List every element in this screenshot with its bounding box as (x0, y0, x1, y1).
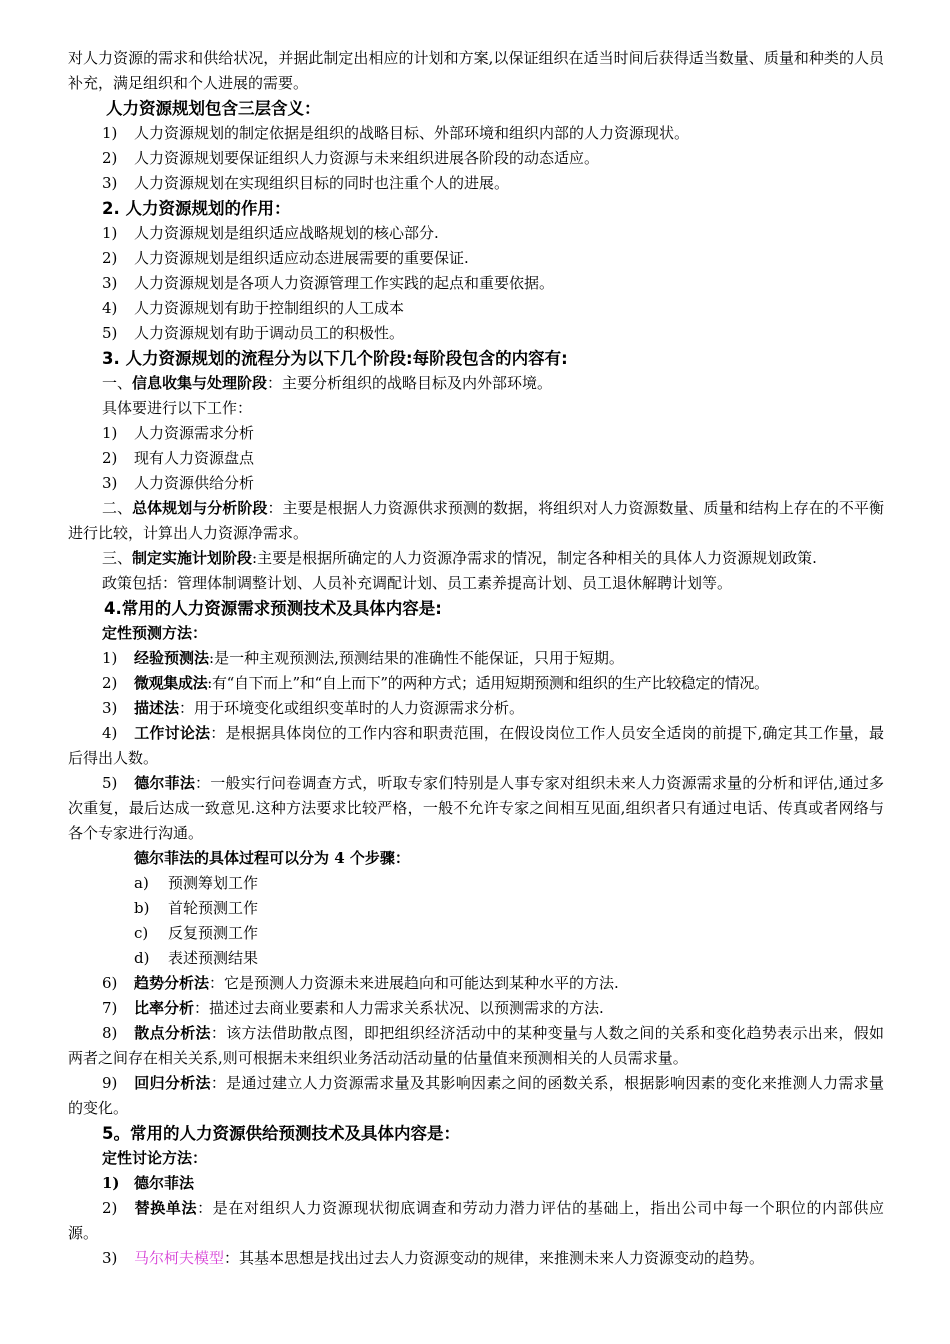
item-number: 1) (102, 424, 118, 442)
stage-prefix: 三、 (102, 549, 133, 567)
list-item (68, 446, 884, 471)
method-desc: ：它是预测人力资源未来进展趋向和可能达到某种水平的方法. (209, 974, 619, 992)
method-desc: ：是根据具体岗位的工作内容和职责范围，在假设岗位工作人员安全适岗的前提下,确定其工作量，最后得出人数。 (68, 724, 884, 767)
item-number: 1) (102, 124, 118, 142)
list-item (68, 271, 884, 296)
list-item (68, 121, 884, 146)
item-number: 2) (102, 1199, 118, 1217)
step-letter: c) (134, 924, 149, 942)
step-item (68, 896, 884, 921)
step-letter: d) (134, 949, 150, 967)
item-text (134, 671, 769, 696)
stage-text: ：主要分析组织的战略目标及内外部环境。 (267, 374, 553, 392)
method-desc: ：用于环境变化或组织变革时的人力资源需求分析。 (179, 699, 525, 717)
item-text: 人力资源供给分析 (134, 474, 255, 492)
item-text: 人力资源规划有助于调动员工的积极性。 (134, 324, 405, 342)
delphi-steps-heading: 德尔菲法的具体过程可以分为 4 个步骤： (134, 849, 410, 867)
subheading: 定性预测方法： (102, 624, 208, 642)
step-item (68, 871, 884, 896)
step-text: 表述预测结果 (168, 949, 259, 967)
item-text: 人力资源需求分析 (134, 424, 255, 442)
section-5-heading: 5。常用的人力资源供给预测技术及具体内容是： (102, 1124, 460, 1143)
stage-text: :主要是根据所确定的人力资源净需求的情况，制定各种相关的具体人力资源规划政策. (252, 549, 817, 567)
step-item (68, 946, 884, 971)
section-2-heading: 2. 人力资源规划的作用： (102, 199, 291, 218)
markov-model-link[interactable]: 马尔柯夫模型 (134, 1249, 225, 1267)
item-text (134, 646, 624, 671)
stage-text: ：主要是根据人力资源供求预测的数据，将组织对人力资源数量、质量和结构上存在的不平衡进行比较，计算出人力资源净需求。 (68, 499, 884, 542)
item-number: 2) (102, 249, 118, 267)
method-item (68, 696, 884, 721)
method-item (68, 1171, 884, 1196)
section-4-heading: 4.常用的人力资源需求预测技术及具体内容是: (104, 599, 442, 618)
item-number: 7) (102, 999, 118, 1017)
list-item (68, 421, 884, 446)
item-text (134, 996, 604, 1021)
policy-line: 政策包括：管理体制调整计划、人员补充调配计划、员工素养提高计划、员工退休解聘计划等。 (102, 574, 733, 592)
method-name: 德尔菲法 (134, 774, 196, 792)
item-number: 1) (102, 1174, 120, 1192)
method-item (68, 971, 884, 996)
section-3-heading: 3. 人力资源规划的流程分为以下几个阶段:每阶段包含的内容有: (102, 349, 568, 368)
method-item (68, 671, 884, 696)
stage-2-paragraph (68, 496, 884, 546)
subheading: 定性讨论方法： (102, 1149, 208, 1167)
method-item (68, 646, 884, 671)
item-text: 人力资源规划是组织适应动态进展需要的重要保证. (134, 249, 469, 267)
method-name: 描述法 (134, 699, 180, 717)
list-item (68, 296, 884, 321)
method-name: 工作讨论法 (134, 724, 211, 742)
method-item (68, 771, 884, 846)
method-desc: ：是通过建立人力资源需求量及其影响因素之间的函数关系，根据影响因素的变化来推测人力需求量的变化。 (68, 1074, 884, 1117)
stage-title: 制定实施计划阶段 (132, 549, 253, 567)
item-number: 2) (102, 149, 118, 167)
list-item (68, 246, 884, 271)
item-number: 3) (102, 274, 118, 292)
section-1-heading: 人力资源规划包含三层含义： (106, 99, 321, 118)
item-number: 4) (102, 724, 118, 742)
stage-title: 信息收集与处理阶段 (132, 374, 268, 392)
method-desc: ：该方法借助散点图，即把组织经济活动中的某种变量与人数之间的关系和变化趋势表示出来，假如两者之间存在相关关系,则可根据未来组织业务活动活动量的估量值来预测相关的人员需求量。 (68, 1024, 884, 1067)
method-name: 微观集成法 (134, 674, 208, 692)
item-number: 3) (102, 699, 118, 717)
method-item (68, 1196, 884, 1246)
method-name: 比率分析 (134, 999, 195, 1017)
step-letter: a) (134, 874, 149, 892)
step-text: 预测筹划工作 (168, 874, 259, 892)
item-text: 人力资源规划是各项人力资源管理工作实践的起点和重要依据。 (134, 274, 555, 292)
item-number: 8) (102, 1024, 118, 1042)
stage-prefix: 一、 (102, 374, 133, 392)
method-name: 德尔菲法 (134, 1174, 195, 1192)
item-text: 现有人力资源盘点 (134, 449, 255, 467)
work-intro: 具体要进行以下工作： (102, 399, 253, 417)
item-number: 1) (102, 649, 118, 667)
method-name: 替换单法 (134, 1199, 198, 1217)
item-number: 9) (102, 1074, 118, 1092)
stage-3-paragraph (68, 546, 884, 571)
method-item (68, 1071, 884, 1121)
method-desc: :是一种主观预测法,预测结果的准确性不能保证，只用于短期。 (209, 649, 624, 667)
method-desc: :有“自下而上”和“自上而下”的两种方式；适用短期预测和组织的生产比较稳定的情况。 (207, 674, 769, 692)
stage-title: 总体规划与分析阶段 (132, 499, 268, 517)
item-number: 4) (102, 299, 118, 317)
stage-1-line (68, 371, 884, 396)
item-text: 人力资源规划在实现组织目标的同时也注重个人的进展。 (134, 174, 510, 192)
step-item (68, 921, 884, 946)
method-item (68, 1246, 884, 1271)
method-desc: ：其基本思想是找出过去人力资源变动的规律，来推测未来人力资源变动的趋势。 (224, 1249, 765, 1267)
item-text: 人力资源规划是组织适应战略规划的核心部分. (134, 224, 439, 242)
item-text (134, 696, 524, 721)
item-number: 3) (102, 1249, 118, 1267)
list-item (68, 471, 884, 496)
item-text (134, 1246, 764, 1271)
document-page (68, 46, 884, 1271)
step-text: 反复预测工作 (168, 924, 259, 942)
item-number: 2) (102, 674, 118, 692)
method-desc: ：是在对组织人力资源现状彻底调查和劳动力潜力评估的基础上，指出公司中每一个职位的内部供应源。 (68, 1199, 884, 1242)
method-item (68, 996, 884, 1021)
item-number: 2) (102, 449, 118, 467)
item-number: 3) (102, 174, 118, 192)
method-desc: ：描述过去商业要素和人力需求关系状况、以预测需求的方法. (194, 999, 604, 1017)
list-item (68, 146, 884, 171)
method-name: 趋势分析法 (134, 974, 210, 992)
item-number: 1) (102, 224, 118, 242)
list-item (68, 321, 884, 346)
item-text: 人力资源规划要保证组织人力资源与未来组织进展各阶段的动态适应。 (134, 149, 600, 167)
item-text (134, 971, 619, 996)
intro-paragraph: 对人力资源的需求和供给状况，并据此制定出相应的计划和方案,以保证组织在适当时间后获得适当数量、质量和种类的人员补充，满足组织和个人进展的需要。 (68, 49, 884, 92)
method-desc: ：一般实行问卷调查方式，听取专家们特别是人事专家对组织未来人力资源需求量的分析和评估,通过多次重复，最后达成一致意见.这种方法要求比较严格，一般不允许专家之间相互见面,组织者只有通过电话、传真或者网络与各个专家进行沟通。 (68, 774, 884, 842)
item-number: 6) (102, 974, 118, 992)
stage-prefix: 二、 (102, 499, 133, 517)
method-item (68, 721, 884, 771)
step-letter: b) (134, 899, 150, 917)
method-item (68, 1021, 884, 1071)
list-item (68, 221, 884, 246)
method-name: 回归分析法 (134, 1074, 211, 1092)
item-text: 人力资源规划有助于控制组织的人工成本 (134, 299, 405, 317)
step-text: 首轮预测工作 (168, 899, 259, 917)
item-number: 5) (102, 774, 118, 792)
item-number: 5) (102, 324, 118, 342)
list-item (68, 171, 884, 196)
item-number: 3) (102, 474, 118, 492)
method-name: 散点分析法 (134, 1024, 211, 1042)
item-text: 人力资源规划的制定依据是组织的战略目标、外部环境和组织内部的人力资源现状。 (134, 124, 690, 142)
method-name: 经验预测法 (134, 649, 210, 667)
